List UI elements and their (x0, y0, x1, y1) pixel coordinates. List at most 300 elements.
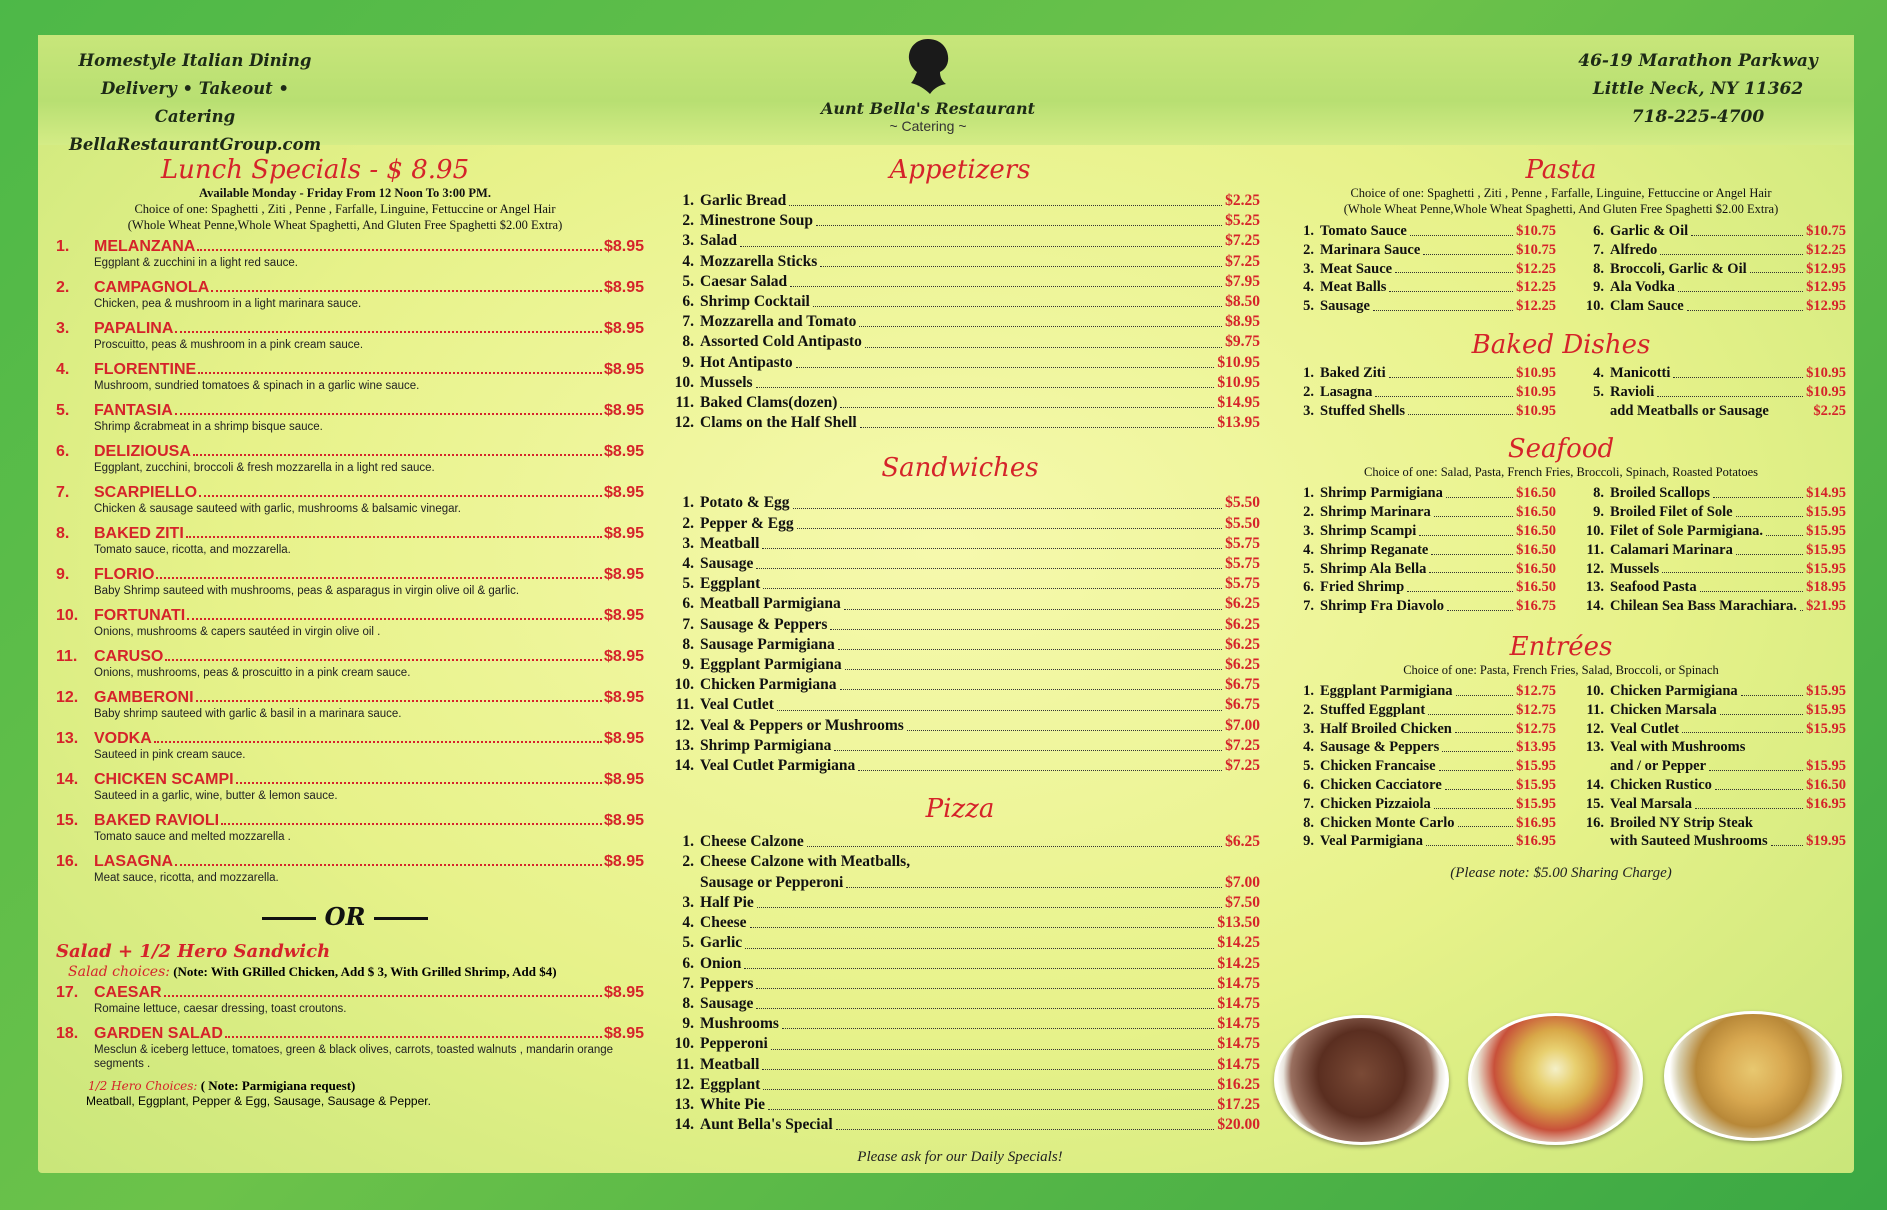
item-number: 4. (682, 252, 694, 270)
dot-leader (1428, 701, 1513, 715)
menu-item[interactable] (1570, 260, 1846, 279)
menu-item[interactable] (660, 1075, 1260, 1095)
menu-item[interactable] (1570, 297, 1846, 316)
tagline: Homestyle Italian Dining (78, 51, 312, 70)
item-name: MELANZANA (94, 238, 196, 255)
menu-item[interactable] (1280, 560, 1556, 579)
item-price: $16.50 (1516, 522, 1556, 539)
menu-item[interactable] (1570, 814, 1846, 852)
dot-leader (1446, 484, 1513, 498)
menu-item[interactable] (660, 695, 1260, 715)
item-price: $7.50 (1225, 893, 1260, 911)
item-price: $8.50 (1225, 293, 1260, 311)
menu-item[interactable] (660, 332, 1260, 352)
dot-leader (793, 493, 1223, 508)
item-number: 4. (1303, 541, 1314, 558)
item-price: $16.50 (1516, 485, 1556, 502)
item-number: 3. (682, 893, 694, 911)
item-name: Sausage (700, 994, 754, 1012)
dot-leader (845, 655, 1222, 670)
menu-item[interactable] (1280, 795, 1556, 814)
dot-leader (796, 353, 1215, 368)
item-number: 1. (1303, 223, 1314, 239)
menu-item[interactable] (660, 393, 1260, 413)
item-price: $2.25 (1225, 192, 1260, 209)
item-number: 4. (1593, 364, 1604, 381)
daily-specials-note: Please ask for our Daily Specials! (857, 1149, 1063, 1166)
pizza-title: Pizza (925, 794, 995, 825)
lunch-item[interactable] (56, 729, 644, 767)
menu-item[interactable] (1570, 241, 1846, 260)
menu-item[interactable] (1570, 383, 1846, 402)
dot-leader (1447, 597, 1513, 611)
lunch-item[interactable] (56, 1024, 644, 1076)
hero-choices-note: ( Note: Parmigiana request) (200, 1078, 356, 1093)
menu-item[interactable] (660, 272, 1260, 292)
item-name: Chicken Francaise (1320, 758, 1436, 775)
menu-item[interactable] (660, 675, 1260, 695)
menu-item[interactable] (1280, 757, 1556, 776)
lunch-item[interactable] (56, 278, 644, 316)
lunch-item[interactable] (56, 401, 644, 439)
item-number: 8. (56, 525, 70, 542)
menu-item[interactable] (660, 1115, 1260, 1135)
menu-item[interactable] (1570, 578, 1846, 597)
right-column (1276, 155, 1846, 882)
menu-item[interactable] (1280, 682, 1556, 701)
menu-item[interactable] (1570, 503, 1846, 522)
dot-leader (1445, 776, 1513, 790)
item-name: Sausage & Peppers (1320, 739, 1440, 756)
item-description: Shrimp &crabmeat in a shrimp bisque sauce. (94, 421, 323, 433)
item-name: Veal Cutlet (1610, 720, 1680, 737)
dot-leader (807, 832, 1222, 847)
lady-silhouette-icon (898, 35, 958, 97)
item-description: Eggplant & zucchini in a light red sauce. (94, 257, 298, 269)
item-number: 2. (682, 514, 694, 532)
menu-item[interactable] (660, 615, 1260, 635)
item-description: Proscuitto, peas & mushroom in a pink cream sauce. (94, 339, 364, 351)
item-name: Chicken Parmigiana (1610, 682, 1738, 699)
lunch-item[interactable] (56, 688, 644, 726)
dot-leader (745, 933, 1214, 948)
item-name: GARDEN SALAD (94, 1025, 223, 1042)
item-price: $6.25 (1225, 635, 1260, 653)
menu-item[interactable] (660, 893, 1260, 913)
lunch-item-row (56, 524, 644, 543)
item-name: DELIZIOUSA (94, 443, 191, 460)
item-name: Salad (700, 232, 738, 250)
dot-leader (1800, 597, 1803, 611)
item-name: Tomato Sauce (1320, 223, 1407, 239)
item-number: 11. (675, 696, 694, 714)
menu-item[interactable] (1280, 814, 1556, 833)
dot-leader (1673, 364, 1803, 378)
dot-leader (865, 332, 1222, 347)
item-price: $8.95 (603, 984, 644, 1001)
item-number: 9. (682, 1015, 694, 1033)
menu-item[interactable] (1570, 522, 1846, 541)
item-name: Garlic (700, 934, 743, 952)
item-price: $12.95 (1806, 260, 1846, 277)
item-price: $8.95 (603, 771, 644, 788)
item-price: $10.95 (1217, 373, 1260, 391)
baked-extra-row[interactable] (1570, 402, 1846, 421)
dot-leader (838, 635, 1222, 650)
item-number: 13. (1585, 579, 1604, 596)
item-number: 13. (674, 1095, 694, 1113)
menu-item[interactable] (1280, 402, 1556, 421)
lunch-item-row (56, 401, 644, 420)
lunch-item[interactable] (56, 770, 644, 808)
item-number: 12. (674, 414, 694, 432)
item-description: Meat sauce, ricotta, and mozzarella. (94, 872, 279, 884)
item-name: Sausage Parmigiana (700, 635, 835, 653)
menu-item[interactable] (660, 594, 1260, 614)
seafood-list (1280, 484, 1846, 616)
menu-item[interactable] (660, 933, 1260, 953)
item-name: Veal Cutlet (700, 696, 774, 714)
item-number: 2. (56, 279, 70, 296)
lunch-item-row (56, 319, 644, 338)
item-name: CARUSO (94, 648, 164, 665)
lunch-item[interactable] (56, 565, 644, 603)
lunch-specials-title: Lunch Specials - $ 8.95 (160, 155, 470, 185)
item-price: $14.75 (1217, 1035, 1260, 1053)
item-name: Meatball (700, 534, 760, 552)
item-number: 11. (1586, 701, 1604, 718)
menu-item[interactable] (1280, 578, 1556, 597)
item-number: 11. (56, 648, 78, 665)
item-price: $6.25 (1225, 595, 1260, 613)
menu-item[interactable] (1570, 484, 1846, 503)
item-description: Onions, mushrooms & capers sautéed in virgin olive oil . (94, 626, 381, 638)
menu-item[interactable] (660, 974, 1260, 994)
menu-item[interactable] (660, 493, 1260, 513)
lunch-item-row (56, 237, 644, 256)
menu-item[interactable] (660, 1055, 1260, 1075)
phone-number[interactable]: 718-225-4700 (1631, 107, 1765, 127)
menu-item[interactable] (1280, 241, 1556, 260)
item-price: $5.75 (1225, 555, 1260, 573)
item-number: 14. (56, 771, 79, 788)
pasta-list (1280, 222, 1846, 316)
item-price: $13.50 (1217, 914, 1260, 932)
item-number: 3. (1303, 402, 1314, 419)
menu-item[interactable] (1280, 776, 1556, 795)
menu-item[interactable] (1570, 701, 1846, 720)
menu-item[interactable] (1570, 720, 1846, 739)
menu-item[interactable] (1280, 720, 1556, 739)
dot-leader (1455, 720, 1513, 734)
menu-item[interactable] (660, 736, 1260, 756)
menu-item[interactable] (660, 852, 1260, 892)
item-price: $16.75 (1516, 598, 1556, 615)
menu-item[interactable] (660, 655, 1260, 675)
item-name: Pepper & Egg (700, 514, 794, 532)
item-price: $8.95 (603, 648, 644, 665)
item-name: Aunt Bella's Special (700, 1116, 833, 1134)
menu-item[interactable] (1570, 541, 1846, 560)
lunch-item-row (56, 688, 644, 707)
menu-item[interactable] (660, 413, 1260, 433)
menu-item[interactable] (660, 994, 1260, 1014)
item-name: GAMBERONI (94, 689, 194, 706)
item-number: 12. (674, 716, 694, 734)
menu-item[interactable] (1570, 738, 1846, 776)
dot-leader (1678, 278, 1803, 292)
lunch-item[interactable] (56, 483, 644, 521)
menu-item[interactable] (1570, 795, 1846, 814)
menu-item[interactable] (660, 292, 1260, 312)
dot-leader (750, 913, 1215, 928)
item-name: Broiled Scallops (1610, 485, 1711, 502)
item-number: 7. (56, 484, 70, 501)
item-name: Cheese (700, 914, 747, 932)
lunch-item[interactable] (56, 983, 644, 1021)
item-name: Chilean Sea Bass Marachiara. (1610, 598, 1797, 615)
lunch-item[interactable] (56, 524, 644, 562)
item-description: Eggplant, zucchini, broccoli & fresh mozzarella in a light red sauce. (94, 462, 435, 474)
item-price: $12.75 (1516, 701, 1556, 718)
menu-item[interactable] (1570, 597, 1846, 616)
dot-leader (1660, 241, 1803, 255)
item-name: FLORIO (94, 566, 155, 583)
item-price: $7.00 (1225, 873, 1260, 891)
menu-item[interactable] (1570, 222, 1846, 241)
item-name: FLORENTINE (94, 361, 197, 378)
item-number: 9. (682, 656, 694, 674)
item-name: Shrimp Parmigiana (700, 736, 832, 754)
dot-leader (1458, 814, 1514, 828)
item-price: $8.95 (603, 238, 644, 255)
item-name: Eggplant (700, 575, 761, 593)
item-price: $5.75 (1225, 575, 1260, 593)
item-name: Shrimp Reganate (1320, 541, 1429, 558)
menu-item[interactable] (660, 954, 1260, 974)
menu-item[interactable] (660, 756, 1260, 776)
item-number: 11. (675, 394, 694, 412)
entrees-choice: Choice of one: Pasta, French Fries, Salad, Broccoli, or Spinach (1403, 662, 1719, 677)
item-name-continued: and / or Pepper (1610, 758, 1706, 775)
seafood-title: Seafood (1507, 434, 1615, 465)
menu-item[interactable] (1570, 682, 1846, 701)
menu-item[interactable] (660, 534, 1260, 554)
item-price: $15.95 (1806, 560, 1846, 577)
lunch-item[interactable] (56, 442, 644, 480)
item-price: $6.75 (1225, 696, 1260, 714)
lunch-item[interactable] (56, 852, 644, 890)
baked-extra-price: $2.25 (1813, 402, 1846, 419)
menu-item[interactable] (1280, 832, 1556, 851)
item-price: $15.95 (1806, 720, 1846, 737)
menu-item[interactable] (660, 514, 1260, 534)
dot-leader (1426, 832, 1513, 846)
menu-item[interactable] (1280, 222, 1556, 241)
item-number: 9. (1303, 833, 1314, 850)
menu-item[interactable] (660, 191, 1260, 211)
item-name: Garlic Bread (700, 192, 787, 209)
menu-item[interactable] (1280, 541, 1556, 560)
item-price: $10.75 (1806, 223, 1846, 239)
menu-item[interactable] (660, 554, 1260, 574)
menu-item[interactable] (1280, 278, 1556, 297)
pizza-list (660, 832, 1260, 1135)
dot-leader (836, 1115, 1215, 1130)
menu-item[interactable] (1280, 522, 1556, 541)
menu-item[interactable] (660, 353, 1260, 373)
dot-leader (175, 319, 602, 333)
menu-item[interactable] (1280, 701, 1556, 720)
item-price: $12.75 (1516, 720, 1556, 737)
item-number: 8. (1303, 814, 1314, 831)
item-number: 12. (56, 689, 79, 706)
item-price: $8.95 (603, 320, 644, 337)
item-number: 5. (56, 402, 70, 419)
lunch-list (46, 237, 644, 890)
dot-leader (762, 1055, 1214, 1070)
item-name: Broiled NY Strip Steak (1610, 814, 1753, 831)
menu-item[interactable] (1280, 383, 1556, 402)
item-number: 17. (56, 984, 79, 1001)
catering-label: ~ Catering ~ (889, 118, 967, 134)
menu-item[interactable] (1570, 560, 1846, 579)
item-name: Chicken Parmigiana (700, 676, 837, 694)
item-number: 13. (674, 736, 694, 754)
item-name: Potato & Egg (700, 494, 790, 512)
menu-item[interactable] (1280, 364, 1556, 383)
dot-leader (782, 1014, 1214, 1029)
item-price: $16.50 (1516, 504, 1556, 521)
menu-item[interactable] (660, 635, 1260, 655)
menu-item[interactable] (660, 373, 1260, 393)
dot-leader (196, 688, 602, 702)
lunch-item[interactable] (56, 647, 644, 685)
item-number: 8. (682, 994, 694, 1012)
item-price: $14.75 (1217, 1015, 1260, 1033)
menu-item[interactable] (660, 574, 1260, 594)
lunch-item[interactable] (56, 606, 644, 644)
dot-leader (225, 1024, 602, 1038)
item-number: 6. (1303, 579, 1314, 596)
dot-leader (1410, 222, 1513, 236)
menu-item[interactable] (1280, 597, 1556, 616)
item-number: 8. (1593, 485, 1604, 502)
dot-leader (175, 852, 602, 866)
item-number: 12. (674, 1075, 694, 1093)
item-name: Meat Balls (1320, 279, 1387, 296)
lunch-item[interactable] (56, 360, 644, 398)
dot-leader (165, 647, 602, 661)
lunch-item[interactable] (56, 319, 644, 357)
item-price: $8.95 (603, 1025, 644, 1042)
menu-item[interactable] (660, 716, 1260, 736)
item-name: BAKED ZITI (94, 525, 184, 542)
salad-choices-note: (Note: With GRilled Chicken, Add $ 3, With Grilled Shrimp, Add $4) (173, 964, 557, 979)
menu-item[interactable] (1570, 364, 1846, 383)
lunch-item[interactable] (56, 237, 644, 275)
menu-item[interactable] (660, 211, 1260, 231)
item-number: 7. (682, 615, 694, 633)
or-divider (46, 902, 644, 931)
item-price: $8.95 (603, 279, 644, 296)
item-number: 3. (682, 534, 694, 552)
item-number: 10. (674, 676, 694, 694)
menu-item[interactable] (1570, 776, 1846, 795)
pasta-note: (Whole Wheat Penne,Whole Wheat Spaghetti, And Gluten Free Spaghetti $2.00 Extra) (1343, 202, 1779, 216)
item-number: 9. (682, 353, 694, 371)
menu-item[interactable] (660, 312, 1260, 332)
item-name: Hot Antipasto (700, 353, 793, 371)
dot-leader (859, 312, 1222, 327)
item-number: 2. (1303, 504, 1314, 521)
menu-item[interactable] (660, 1095, 1260, 1115)
item-price: $16.95 (1806, 795, 1846, 812)
dot-leader (1389, 364, 1513, 378)
item-name: Clams on the Half Shell (700, 414, 857, 432)
menu-item[interactable] (660, 913, 1260, 933)
menu-item[interactable] (660, 1034, 1260, 1054)
dot-leader (197, 237, 602, 251)
item-name: LASAGNA (94, 853, 174, 870)
website[interactable]: BellaRestaurantGroup.com (68, 135, 322, 154)
dot-leader (846, 873, 1222, 888)
lunch-item-row (56, 852, 644, 871)
item-number: 5. (1303, 560, 1314, 577)
appetizers-title: Appetizers (889, 155, 1031, 185)
item-number: 9. (1593, 279, 1604, 296)
item-number: 2. (1303, 701, 1314, 718)
menu-item[interactable] (1280, 503, 1556, 522)
item-number: 14. (674, 757, 694, 775)
dot-leader (1736, 541, 1803, 555)
dot-leader (1389, 278, 1513, 292)
item-price: $19.95 (1806, 833, 1846, 850)
dot-leader (186, 524, 602, 538)
lunch-item-row (56, 483, 644, 502)
lunch-item[interactable] (56, 811, 644, 849)
item-number: 16. (1585, 814, 1604, 831)
menu-item[interactable] (1570, 278, 1846, 297)
item-price: $14.75 (1217, 994, 1260, 1012)
menu-item[interactable] (660, 1014, 1260, 1034)
menu-item[interactable] (1280, 260, 1556, 279)
dot-leader (1395, 260, 1513, 274)
item-price: $16.50 (1516, 579, 1556, 596)
item-description: Mushroom, sundried tomatoes & spinach in a garlic wine sauce. (94, 380, 420, 392)
item-description: Sauteed in pink cream sauce. (94, 749, 246, 761)
item-number: 6. (682, 293, 694, 311)
item-price: $20.00 (1217, 1116, 1260, 1134)
item-name: Veal & Peppers or Mushrooms (700, 716, 904, 734)
dot-leader (154, 729, 602, 743)
lunch-item-row (56, 770, 644, 789)
dot-leader (1771, 832, 1803, 846)
item-price: $12.25 (1806, 241, 1846, 258)
item-price: $8.95 (603, 730, 644, 747)
item-name: FANTASIA (94, 402, 173, 419)
dot-leader (860, 413, 1215, 428)
item-price: $5.50 (1225, 494, 1260, 512)
menu-item[interactable] (660, 832, 1260, 852)
item-name: Marinara Sauce (1320, 241, 1421, 258)
menu-item[interactable] (1280, 297, 1556, 316)
menu-item[interactable] (660, 252, 1260, 272)
item-number: 1. (1303, 485, 1314, 502)
menu-item[interactable] (660, 231, 1260, 251)
menu-item[interactable] (1280, 738, 1556, 757)
menu-item[interactable] (1280, 484, 1556, 503)
